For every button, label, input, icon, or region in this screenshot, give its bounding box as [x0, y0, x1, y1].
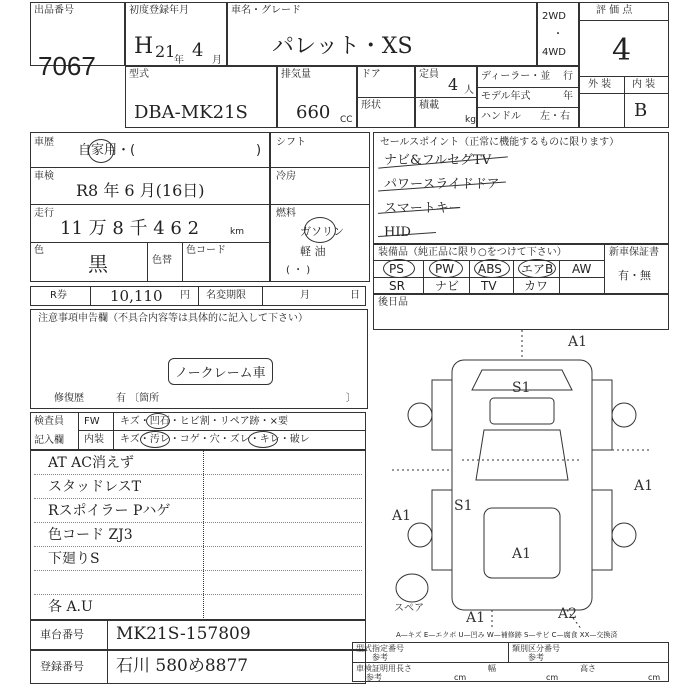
damage-mark-8: A2 — [558, 606, 578, 622]
equip-leather: カワ — [524, 279, 549, 293]
score-value: 4 — [612, 33, 632, 68]
load-label: 積載 — [419, 100, 439, 111]
width-label: 幅 — [488, 664, 496, 673]
repair-close: 〕 — [346, 393, 356, 404]
drive-4wd: 4WD — [542, 47, 566, 58]
drive-sep: ・ — [553, 29, 563, 40]
inspector-row2-prefix: 内装 — [84, 434, 104, 445]
door-label: ドア — [361, 69, 381, 80]
inspector-row1-prefix: FW — [84, 416, 100, 427]
equip-airbag: エアB — [521, 262, 554, 276]
capacity-value: 4 — [448, 75, 459, 94]
score-label: 評 価 点 — [596, 5, 633, 16]
repair-value: 有 〔箇所 — [116, 393, 160, 404]
car-diagram — [372, 330, 672, 630]
warranty-label: 新車保証書 — [609, 247, 659, 258]
cert-ref: 参考 — [366, 673, 382, 682]
class-label: 類別区分番号 — [512, 644, 560, 653]
first-reg-label: 初度登録年月 — [129, 5, 189, 16]
note-line-2: スタッドレスT — [48, 479, 141, 495]
later-item-label: 後日品 — [378, 297, 408, 308]
sales-point-1: ナビ&フルセグTV — [384, 153, 492, 168]
note-line-3: Rスポイラー Pハゲ — [48, 503, 171, 519]
inspector-label: 検査員 — [34, 416, 64, 427]
first-reg-month: 4 — [192, 40, 204, 61]
year-unit: 年 — [174, 55, 184, 66]
interior-label: 内 装 — [632, 79, 656, 90]
inspector-row1: キズ・凹石・ヒビ割・リペア跡・×要 — [120, 416, 288, 427]
lot-label: 出品番号 — [34, 5, 74, 16]
color-code-label: 色コード — [186, 245, 226, 256]
shift-label: シフト — [276, 137, 306, 148]
equipment-title: 装備品（純正品に限り○をつけて下さい） — [378, 247, 567, 258]
recycle-yen: 円 — [180, 290, 190, 301]
chassis-label: 車台番号 — [40, 628, 84, 641]
sales-points-title: セールスポイント（正常に機能するものに限ります） — [380, 137, 620, 148]
recycle-value: 10,110 — [110, 287, 163, 305]
capacity-label: 定員 — [419, 69, 439, 80]
type-value: DBA-MK21S — [134, 102, 248, 123]
reg-label: 登録番号 — [40, 660, 84, 673]
interior-grade: B — [634, 100, 648, 121]
damage-mark-1: A1 — [568, 334, 588, 350]
name-change-day: 日 — [350, 290, 360, 301]
sales-point-4: HID — [384, 225, 411, 240]
month-unit: 月 — [212, 55, 222, 66]
first-reg-era: H — [134, 34, 154, 59]
class-ref: 参考 — [528, 653, 544, 662]
model-year-unit: 年 — [563, 91, 573, 102]
notes-title: 注意事項申告欄（不具合内容等は具体的に記入して下さい） — [38, 313, 308, 324]
chassis-value: MK21S-157809 — [116, 624, 251, 644]
displacement-value: 660 — [296, 102, 331, 123]
mileage-label: 走行 — [34, 208, 54, 219]
recycle-label: R券 — [50, 290, 67, 301]
repair-label: 修復歴 — [54, 393, 84, 404]
fuel-label: 燃料 — [276, 208, 296, 219]
color-value: 黒 — [88, 252, 108, 276]
fuel-gas: ガソリン — [300, 225, 344, 238]
type-cert-ref: 参考 — [372, 653, 388, 662]
equip-tv: TV — [481, 279, 497, 293]
inspection-value: R8 年 6 月(16日) — [76, 181, 205, 200]
displacement-label: 排気量 — [281, 69, 311, 80]
cm-unit-2: cm — [546, 673, 559, 682]
reg-value: 石川 580め8877 — [116, 656, 249, 676]
damage-mark-7: A1 — [466, 610, 486, 626]
name-change-month: 月 — [300, 290, 310, 301]
inspection-label: 車検 — [34, 171, 54, 182]
mileage-value: 11 万 8 千 4 6 2 — [60, 218, 200, 239]
first-reg-year: 21 — [155, 42, 176, 61]
lot-number: 7067 — [38, 51, 96, 81]
cm-unit-3: cm — [648, 673, 661, 682]
history-close: ) — [256, 143, 262, 158]
sales-point-3: スマートキー — [384, 201, 462, 216]
inspector-label-2: 記入欄 — [34, 435, 64, 446]
color-label: 色 — [34, 245, 44, 256]
later-item-box — [373, 294, 669, 330]
model-name: パレット・XS — [272, 34, 413, 59]
warranty-value: 有・無 — [618, 269, 651, 282]
history-value: 自家用・( — [78, 143, 136, 158]
fuel-paren: ( ・ ) — [286, 265, 311, 276]
model-year-label: モデル年式 — [481, 91, 531, 102]
equip-aw: AW — [572, 262, 592, 276]
spare-label: スペア — [394, 603, 424, 614]
damage-mark-5: S1 — [454, 498, 473, 514]
type-cert-label: 型式指定番号 — [356, 644, 404, 653]
color-change-label: 色替 — [152, 255, 172, 266]
type-label: 型式 — [129, 69, 149, 80]
no-claim-stamp: ノークレーム車 — [168, 358, 273, 385]
damage-legend: A—キズ E—エクボ U—凹み W—補修跡 S—サビ C—腐食 XX—交換済 — [396, 631, 618, 639]
length-label: 長さ — [396, 664, 412, 673]
damage-mark-4: A1 — [392, 508, 412, 524]
name-change-label: 名変期限 — [206, 290, 246, 301]
note-line-1: AT AC消えず — [48, 455, 134, 471]
inspector-row2: キズ・汚レ・コゲ・穴・ズレ・キレ・破レ — [120, 434, 310, 445]
cc-unit: CC — [340, 115, 353, 125]
handle-label: ハンドル — [481, 111, 521, 122]
equip-sr: SR — [389, 279, 405, 293]
cert-length-label: 車検証明用 — [356, 664, 396, 673]
shift-box — [270, 132, 370, 282]
model-label: 車名・グレード — [231, 5, 301, 16]
history-label: 車歴 — [34, 137, 54, 148]
ac-label: 冷房 — [276, 171, 296, 182]
history-box — [30, 132, 270, 282]
handle-value: 左・右 — [540, 111, 570, 122]
exterior-label: 外 装 — [588, 79, 612, 90]
sales-point-2: パワースライドドア — [384, 177, 500, 192]
dealer-value: 行 — [563, 71, 573, 82]
damage-mark-6: A1 — [512, 546, 532, 562]
cm-unit-1: cm — [454, 673, 467, 682]
fuel-diesel: 軽 油 — [300, 245, 326, 258]
equip-pw: PW — [435, 262, 455, 276]
damage-mark-2: S1 — [512, 380, 531, 396]
height-label: 高さ — [580, 664, 596, 673]
equip-ps: PS — [389, 262, 404, 276]
note-line-7: 各 A.U — [48, 599, 93, 615]
mileage-unit: km — [230, 227, 244, 237]
equip-abs: ABS — [478, 262, 502, 276]
drive-2wd: 2WD — [542, 11, 566, 22]
damage-mark-3: A1 — [634, 478, 654, 494]
note-line-5: 下廻りS — [48, 551, 100, 567]
shape-label: 形状 — [361, 100, 381, 111]
dealer-label: ディーラー・並 — [481, 71, 551, 82]
kg-unit: kg — [465, 115, 476, 125]
capacity-unit: 人 — [464, 85, 474, 96]
note-line-4: 色コード ZJ3 — [48, 527, 133, 543]
equip-navi: ナビ — [435, 279, 460, 293]
